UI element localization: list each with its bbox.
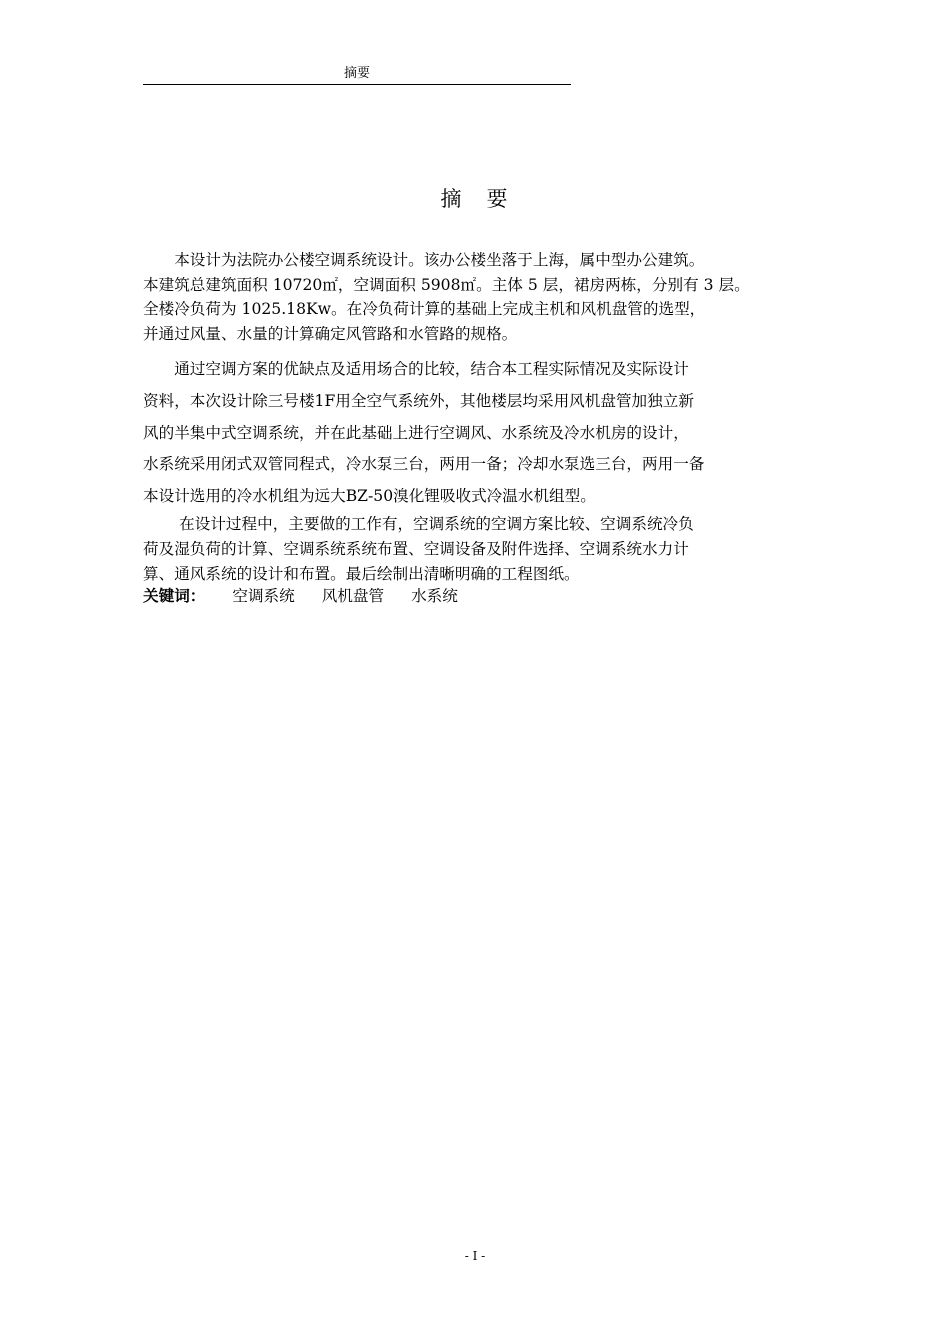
keyword: 水系统 (411, 587, 458, 605)
paragraph-line: 荷及湿负荷的计算、空调系统系统布置、空调设备及附件选择、空调系统水力计 (143, 539, 689, 558)
paragraph-line: 全楼冷负荷为 1025.18Kw。在冷负荷计算的基础上完成主机和风机盘管的选型， (143, 300, 706, 318)
abstract-paragraph-1 (143, 248, 823, 346)
abstract-paragraph-2 (143, 354, 823, 513)
paragraph-line: 本设计选用的冷水机组为远大BZ-50溴化锂吸收式冷温水机组型。 (143, 487, 596, 506)
keywords-line (143, 586, 480, 606)
keyword: 空调系统 (232, 587, 295, 605)
paragraph-line: 水系统采用闭式双管同程式，冷水泵三台，两用一备；冷却水泵选三台，两用一备 (143, 455, 705, 474)
paragraph-line: 通过空调方案的优缺点及适用场合的比较，结合本工程实际情况及实际设计 (143, 360, 689, 378)
paragraph-line: 并通过风量、水量的计算确定风管路和水管路的规格。 (143, 324, 518, 343)
keywords-label: 关键词： (143, 587, 206, 605)
paragraph-line: 资料，本次设计除三号楼1F用全空气系统外，其他楼层均采用风机盘管加独立新 (143, 391, 694, 410)
keyword: 风机盘管 (321, 587, 385, 605)
page-number: - I - (464, 1249, 486, 1263)
abstract-title: 摘 要 (440, 187, 510, 211)
paragraph-line: 在设计过程中，主要做的工作有，空调系统的空调方案比较、空调系统冷负 (143, 515, 694, 533)
paragraph-line: 本设计为法院办公楼空调系统设计。该办公楼坐落于上海，属中型办公建筑。 (143, 251, 705, 269)
abstract-paragraph-3 (143, 512, 823, 586)
paragraph-line: 算、通风系统的设计和布置。最后绘制出清晰明确的工程图纸。 (143, 564, 580, 583)
running-header-title: 摘要 (343, 66, 370, 81)
paragraph-line: 风的半集中式空调系统，并在此基础上进行空调风、水系统及冷水机房的设计， (143, 423, 689, 442)
running-header (143, 66, 571, 85)
paragraph-line: 本建筑总建筑面积 10720㎡，空调面积 5908㎡。主体 5 层，裙房两栋，分别有 3 层。 (143, 275, 750, 294)
